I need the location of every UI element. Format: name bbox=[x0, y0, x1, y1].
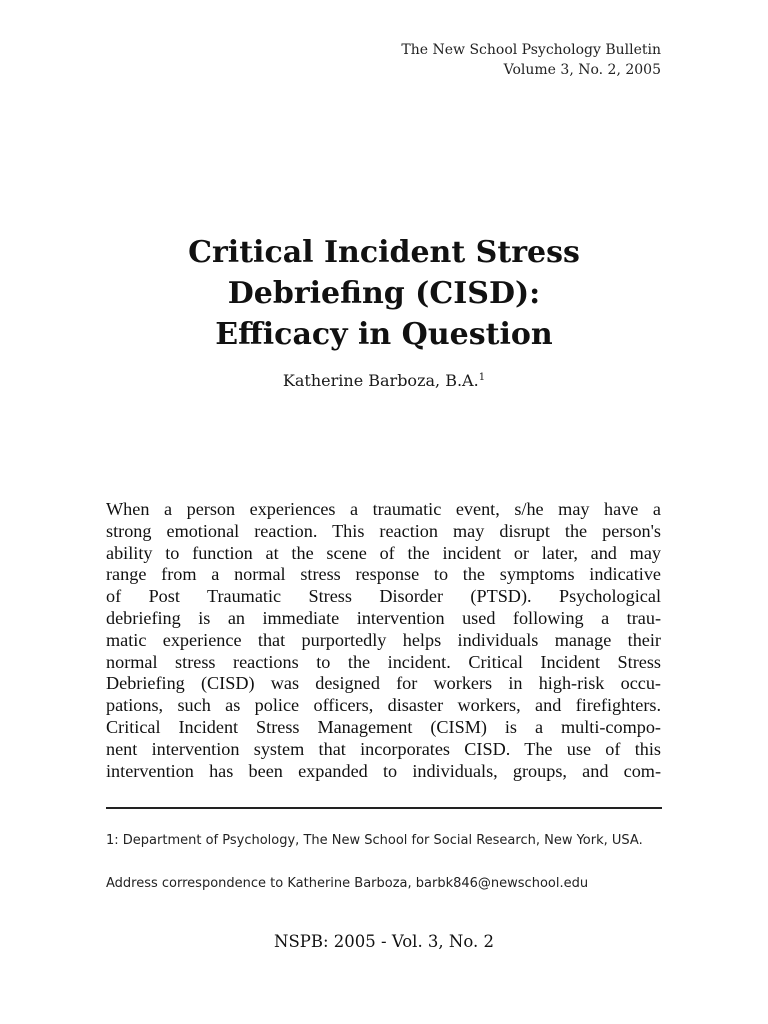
footnote-divider bbox=[106, 807, 662, 809]
journal-volume: Volume 3, No. 2, 2005 bbox=[503, 62, 661, 78]
abstract-line: matic experience that purportedly helps individuals manage their bbox=[106, 629, 661, 650]
abstract-line: ability to function at the scene of the incident or later, and may bbox=[106, 542, 661, 563]
title-line: Critical Incident Stress bbox=[188, 235, 580, 270]
abstract-line: Critical Incident Stress Management (CISM) is a multi-compo- bbox=[106, 716, 661, 737]
article-title bbox=[0, 232, 768, 355]
author-name: Katherine Barboza, B.A. bbox=[282, 371, 479, 390]
title-line: Debriefing (CISD): bbox=[227, 276, 541, 311]
abstract-line: debriefing is an immediate intervention used following a trau- bbox=[106, 607, 661, 628]
abstract-line: Debriefing (CISD) was designed for workers in high-risk occu- bbox=[106, 673, 661, 694]
page-footer-citation: NSPB: 2005 - Vol. 3, No. 2 bbox=[274, 932, 494, 951]
journal-header bbox=[401, 40, 661, 80]
abstract-text bbox=[106, 499, 661, 782]
abstract-line: nent intervention system that incorporates CISD. The use of this bbox=[106, 738, 661, 759]
journal-name: The New School Psychology Bulletin bbox=[401, 42, 661, 58]
title-line: Efficacy in Question bbox=[215, 317, 553, 352]
abstract-line: range from a normal stress response to the symptoms indicative bbox=[106, 564, 661, 585]
footnote-correspondence: Address correspondence to Katherine Barboza, barbk846@newschool.edu bbox=[106, 876, 589, 891]
author-footnote-mark: 1 bbox=[478, 372, 486, 383]
abstract-line: of Post Traumatic Stress Disorder (PTSD). Psychological bbox=[106, 586, 661, 607]
abstract-line: strong emotional reaction. This reaction may disrupt the person's bbox=[106, 520, 661, 541]
author-line bbox=[0, 366, 768, 393]
abstract-line: pations, such as police officers, disaster workers, and firefighters. bbox=[106, 695, 661, 716]
abstract-line: When a person experiences a traumatic event, s/he may have a bbox=[106, 499, 661, 519]
abstract-line: normal stress reactions to the incident. Critical Incident Stress bbox=[106, 651, 661, 672]
abstract-line: intervention has been expanded to individuals, groups, and com- bbox=[106, 760, 661, 781]
footnote-affiliation: 1: Department of Psychology, The New School for Social Research, New York, USA. bbox=[106, 833, 643, 848]
